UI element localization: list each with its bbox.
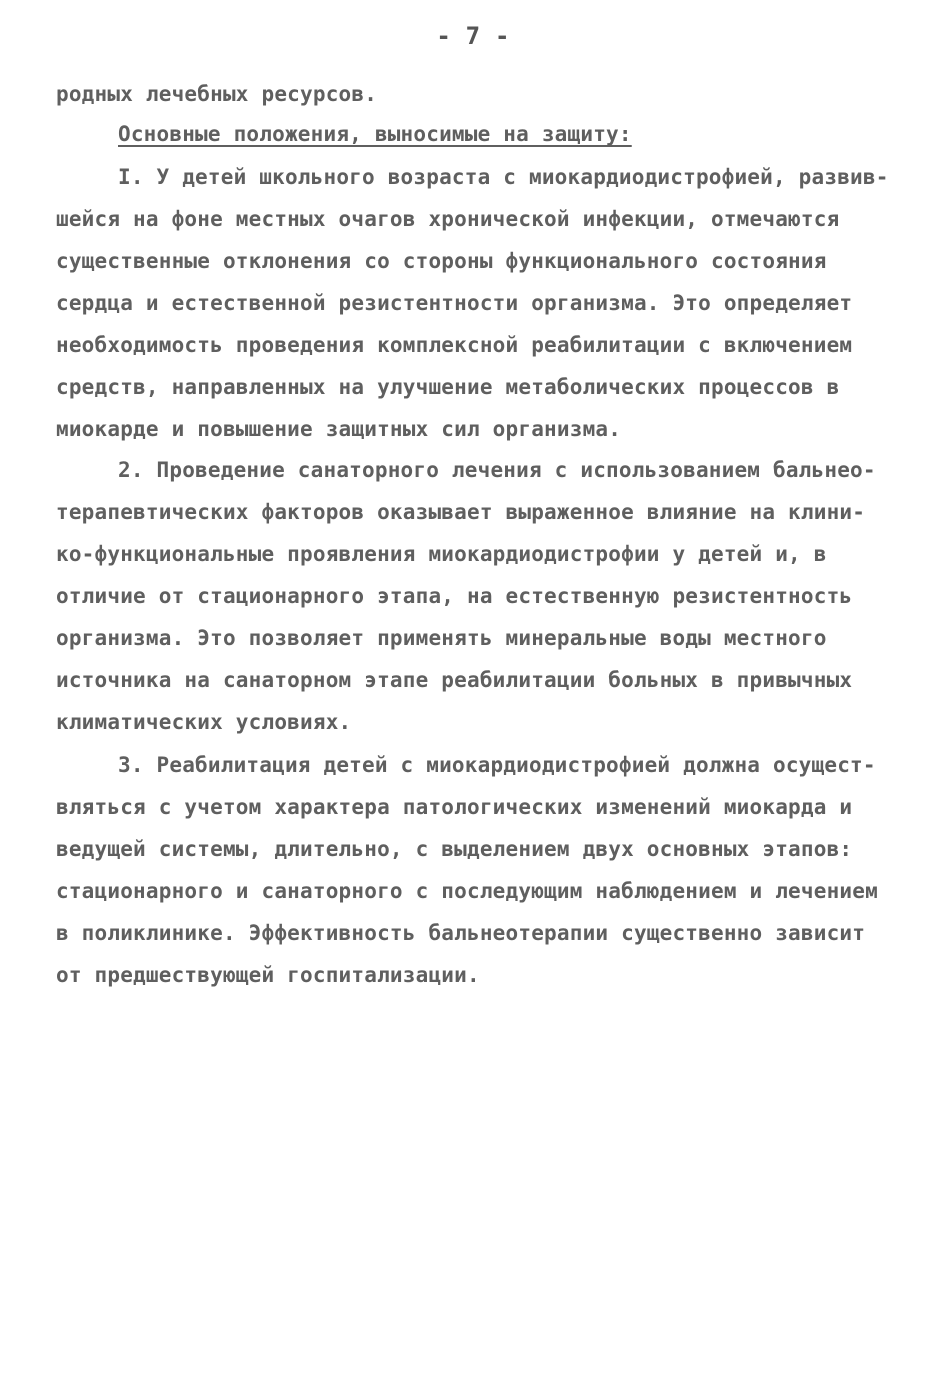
- paragraph-line: сердца и естественной резистентности организма. Это определяет: [56, 291, 853, 315]
- paragraph-line: существенные отклонения со стороны функционального состояния: [56, 249, 827, 273]
- paragraph-line: от предшествующей госпитализации.: [56, 963, 480, 987]
- intro-line: родных лечебных ресурсов.: [56, 82, 378, 106]
- paragraph-line: отличие от стационарного этапа, на естественную резистентность: [56, 584, 853, 608]
- paragraph-line: необходимость проведения комплексной реабилитации с включением: [56, 333, 853, 357]
- paragraph-line: 2. Проведение санаторного лечения с использованием бальнео-: [118, 458, 876, 482]
- paragraph-line: стационарного и санаторного с последующим наблюдением и лечением: [56, 879, 878, 903]
- paragraph-line: источника на санаторном этапе реабилитации больных в привычных: [56, 668, 853, 692]
- paragraph-line: миокарде и повышение защитных сил организма.: [56, 417, 622, 441]
- paragraph-line: в поликлинике. Эффективность бальнеотерапии существенно зависит: [56, 921, 866, 945]
- paragraph-line: организма. Это позволяет применять минеральные воды местного: [56, 626, 827, 650]
- paragraph-line: ведущей системы, длительно, с выделением двух основных этапов:: [56, 837, 853, 861]
- paragraph-line: шейся на фоне местных очагов хронической инфекции, отмечаются: [56, 207, 840, 231]
- paragraph-line: климатических условиях.: [56, 710, 352, 734]
- section-heading: Основные положения, выносимые на защиту:: [118, 122, 632, 146]
- page-number: - 7 -: [436, 22, 510, 50]
- paragraph-line: 3. Реабилитация детей с миокардиодистрофией должна осущест-: [118, 753, 876, 777]
- paragraph-line: терапевтических факторов оказывает выраженное влияние на клини-: [56, 500, 866, 524]
- paragraph-line: ко-функциональные проявления миокардиодистрофии у детей и, в: [56, 542, 827, 566]
- paragraph-line: средств, направленных на улучшение метаболических процессов в: [56, 375, 840, 399]
- paragraph-line: вляться с учетом характера патологических изменений миокарда и: [56, 795, 853, 819]
- paragraph-line: I. У детей школьного возраста с миокардиодистрофией, развив-: [118, 165, 889, 189]
